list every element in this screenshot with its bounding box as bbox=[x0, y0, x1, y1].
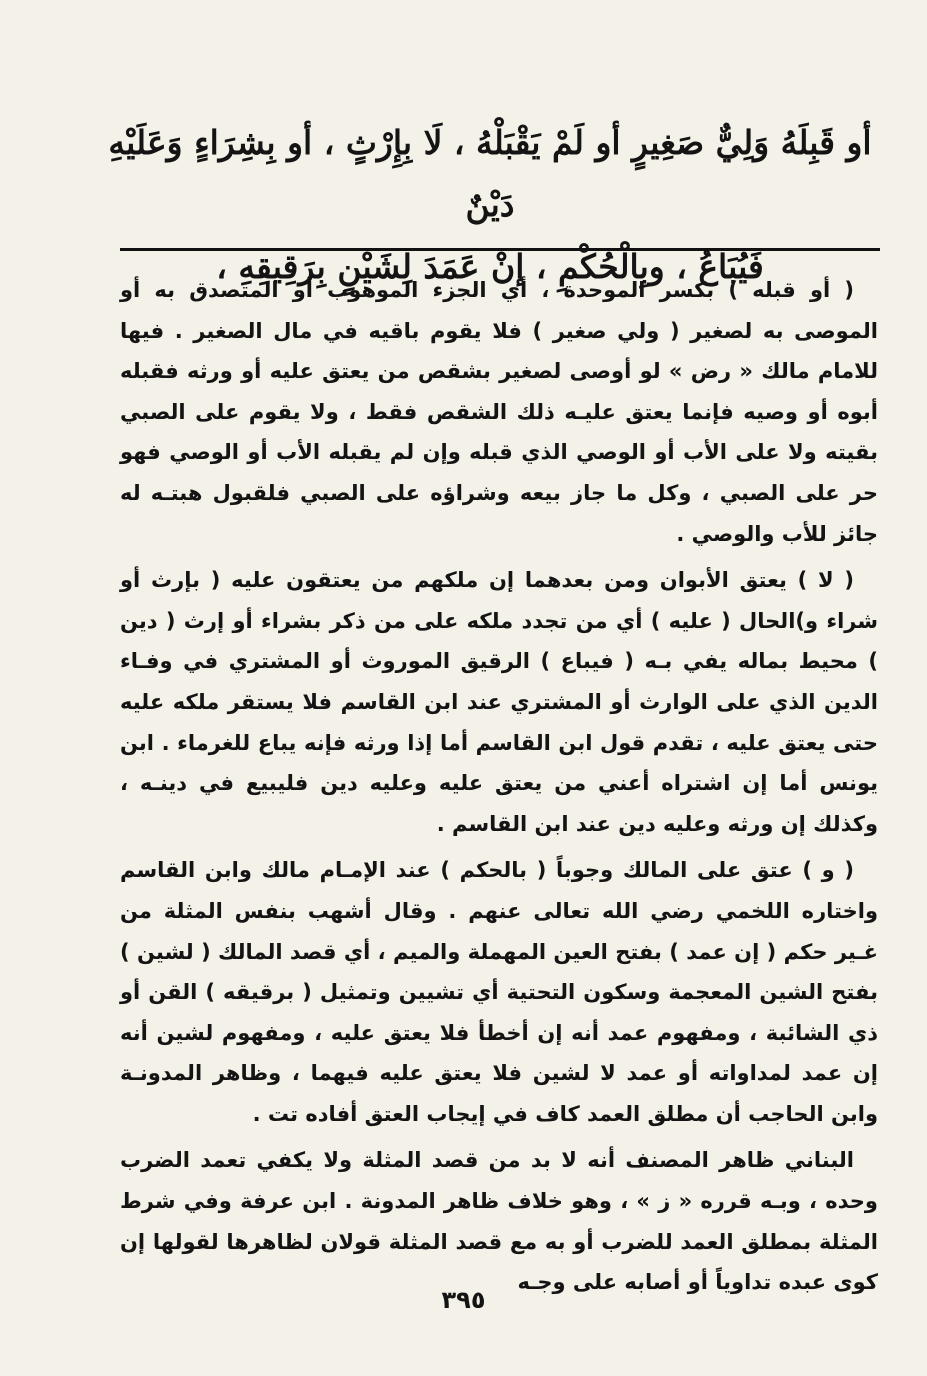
commentary-text bbox=[120, 270, 878, 1303]
separator-rule bbox=[120, 248, 880, 251]
commentary-paragraph: ( لا ) يعتق الأبوان ومن بعدهما إن ملكهم من يعتقون عليه ( بإرث أو شراء و)الحال ( عليه ) أي من تجدد ملكه على من ذكر بشراء أو إرث ( دين ) محيط بماله يفي بـه ( فيباع ) الرقيق الموروث أو المشتري في وفـاء الدين الذي على الوارث أو المشتري عند ابن القاسم فلا يستقر ملكه عليه حتى يعتق عليه ، تقدم قول ابن القاسم أما إذا ورثه فإنه يباع للغرماء . ابن يونس أما إن اشتراه أعني من يعتق عليه وعليه دين فليبيع في دينـه ، وكذلك إن ورثه وعليه دين عند ابن القاسم . bbox=[120, 568, 878, 836]
commentary-paragraph: البناني ظاهر المصنف أنه لا بد من قصد المثلة ولا يكفي تعمد الضرب وحده ، وبـه قرره « ز » ، وهو خلاف ظاهر المدونة . ابن عرفة وفي شرط المثلة بمطلق العمد للضرب أو به مع قصد المثلة قولان لظاهرها لقولها إن كوى عبده تداوياً أو أصابه على وجـه bbox=[120, 1148, 878, 1295]
matn-line-2: فَيُبَاعُ ، وبِالْحُكْمِ ، إنْ عَمَدَ لِشَيْنٍ بِرَقِيقِهِ ، bbox=[216, 247, 764, 286]
page-number: ٣٩٥ bbox=[441, 1286, 486, 1314]
matn-line-1: أو قَبِلَهُ وَلِيٌّ صَغِيرٍ أو لَمْ يَقْبَلْهُ ، لَا بِإِرْثٍ ، أو بِشِرَاءٍ وَعَلَيْهِ دَيْنٌ bbox=[108, 123, 872, 224]
commentary-paragraph: ( أو قبله ) بكسر الموحدة ، أي الجزء الموهوب أو المتصدق به أو الموصى به لصغير ( ولي صغير ) فلا يقوم باقيه في مال الصغير . فيها للامام مالك « رض » لو أوصى لصغير بشقص من يعتق عليه أو ورثه فقبله أبوه أو وصيه فإنما يعتق عليـه ذلك الشقص فقط ، ولا يقوم على الصبي بقيته ولا على الأب أو الوصي الذي قبله وإن لم يقبله الأب أو الوصي فهو حر على الصبي ، وكل ما جاز بيعه وشراؤه على الصبي فلقبول هبتـه له جائز للأب والوصي . bbox=[120, 278, 878, 546]
commentary-paragraph: ( و ) عتق على المالك وجوباً ( بالحكم ) عند الإمـام مالك وابن القاسم واختاره اللخمي رضي الله تعالى عنهم . وقال أشهب بنفس المثلة من غـير حكم ( إن عمد ) بفتح العين المهملة والميم ، أي قصد المالك ( لشين ) بفتح الشين المعجمة وسكون التحتية أي تشيين وتمثيل ( برقيقه ) القن أو ذي الشائبة ، ومفهوم عمد أنه إن أخطأ فلا يعتق عليه ، ومفهوم لشين أنه إن عمد لمداواته أو عمد لا لشين فلا يعتق عليه فيهما ، وظاهر المدونـة وابن الحاجب أن مطلق العمد كاف في إيجاب العتق أفاده تت . bbox=[120, 858, 878, 1126]
